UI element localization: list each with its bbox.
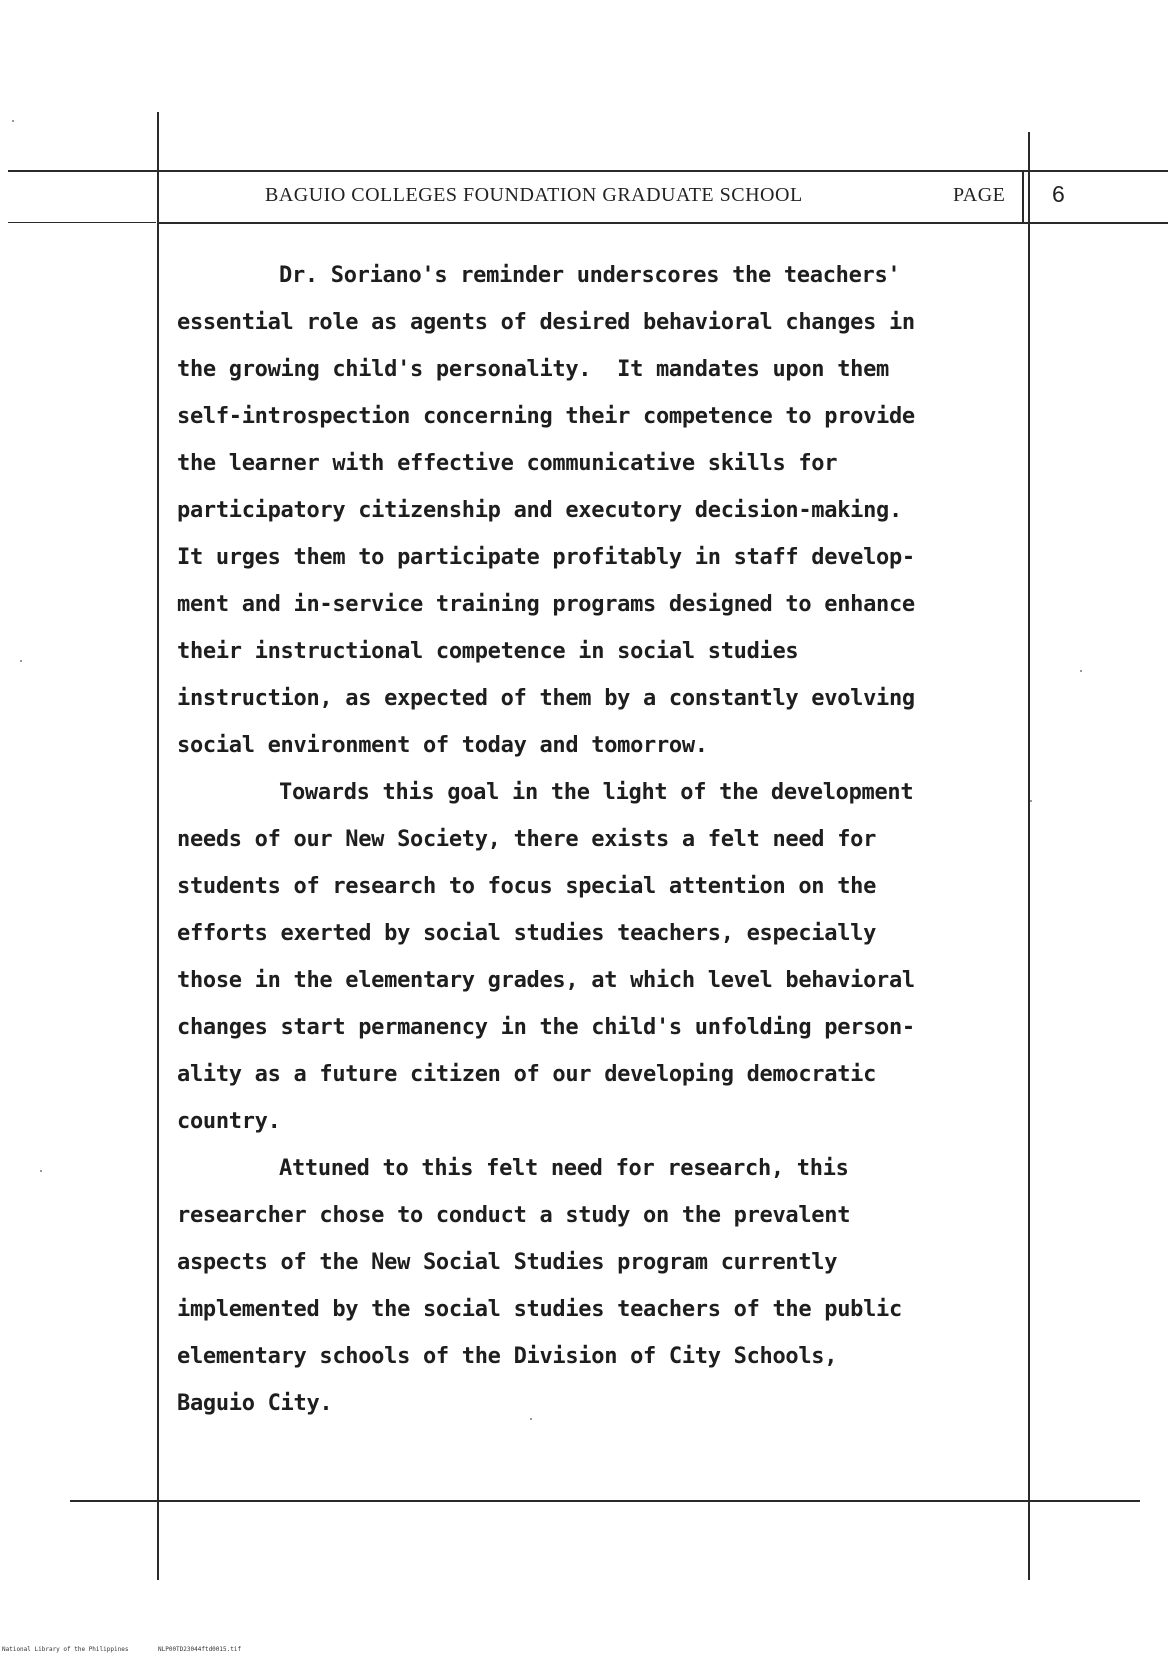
right-margin-rule bbox=[1028, 132, 1030, 1580]
header-top-rule bbox=[8, 170, 1168, 172]
text-line: their instructional competence in social studies bbox=[177, 639, 799, 664]
footer-rule bbox=[70, 1500, 1140, 1502]
text-line: those in the elementary grades, at which level behavioral bbox=[177, 968, 915, 993]
text-line: Dr. Soriano's reminder underscores the teachers' bbox=[279, 263, 901, 288]
header-bottom-rule bbox=[158, 222, 1168, 224]
text-line: participatory citizenship and executory decision-making. bbox=[177, 498, 902, 523]
scan-speck bbox=[1080, 670, 1082, 672]
text-line: instruction, as expected of them by a constantly evolving bbox=[177, 686, 915, 711]
left-margin-rule bbox=[157, 112, 159, 1580]
document-header-title: BAGUIO COLLEGES FOUNDATION GRADUATE SCHOOL bbox=[265, 184, 803, 206]
page-number-divider bbox=[1022, 172, 1024, 222]
text-line: ality as a future citizen of our developing democratic bbox=[177, 1062, 877, 1087]
text-line: implemented by the social studies teachers of the public bbox=[177, 1297, 902, 1322]
text-line: aspects of the New Social Studies program currently bbox=[177, 1250, 838, 1275]
text-line: efforts exerted by social studies teachers, especially bbox=[177, 921, 877, 946]
text-line: students of research to focus special attention on the bbox=[177, 874, 877, 899]
text-line: social environment of today and tomorrow. bbox=[177, 733, 708, 758]
text-line: Attuned to this felt need for research, this bbox=[279, 1156, 849, 1181]
text-line: the learner with effective communicative skills for bbox=[177, 451, 838, 476]
text-line: essential role as agents of desired behavioral changes in bbox=[177, 310, 915, 335]
text-line: country. bbox=[177, 1109, 281, 1134]
text-line: the growing child's personality. It mandates upon them bbox=[177, 357, 889, 382]
text-line: changes start permanency in the child's unfolding person- bbox=[177, 1015, 915, 1040]
footer-library-label: National Library of the Philippines bbox=[2, 1646, 129, 1653]
scan-speck bbox=[20, 660, 22, 662]
scan-speck bbox=[1030, 800, 1032, 802]
header-left-rule bbox=[8, 222, 156, 223]
body-text bbox=[177, 252, 1027, 1427]
text-line: It urges them to participate profitably in staff develop- bbox=[177, 545, 915, 570]
page-label: PAGE bbox=[953, 184, 1006, 206]
text-line: elementary schools of the Division of City Schools, bbox=[177, 1344, 838, 1369]
scan-speck bbox=[40, 1170, 42, 1172]
scan-speck bbox=[12, 120, 14, 122]
text-line: ment and in-service training programs designed to enhance bbox=[177, 592, 915, 617]
scan-speck bbox=[530, 1418, 532, 1420]
footer-filename: NLP00TD23044ftd0015.tif bbox=[158, 1646, 242, 1653]
text-line: needs of our New Society, there exists a felt need for bbox=[177, 827, 877, 852]
text-line: self-introspection concerning their competence to provide bbox=[177, 404, 915, 429]
text-line: Towards this goal in the light of the development bbox=[279, 780, 914, 805]
text-line: Baguio City. bbox=[177, 1391, 333, 1416]
text-line: researcher chose to conduct a study on the prevalent bbox=[177, 1203, 851, 1228]
page-number: 6 bbox=[1052, 181, 1065, 207]
